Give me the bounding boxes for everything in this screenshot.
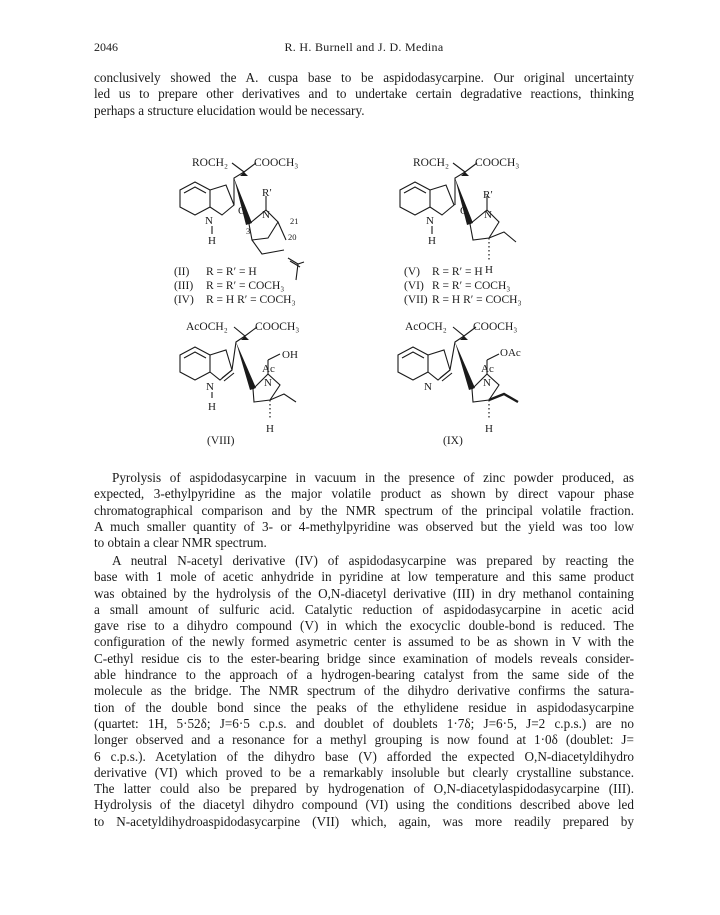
text-line: molecule as the bridge. The NMR spectrum of the dihydro derivative confirms the satura- [94,683,634,699]
text-line: Hydrolysis of the diacetyl dihydro compound (VI) using the conditions described above led [94,797,634,813]
text-line: to obtain a clear NMR spectrum. [94,535,267,551]
text-line: led us to prepare other derivatives and to undertake certain degradative reactions, thinking [94,86,634,102]
text-line: to N-acetyldihydroaspidodasycarpine (VII) which, again, was more readily prepared by [94,813,634,829]
compound-definition: R = R′ = COCH₃ [432,280,511,292]
compound-label: (II) [174,266,190,278]
nitrogen-atom-indole: N [424,381,432,393]
acetyl-paragraph [94,553,634,830]
text-line: base with 1 mole of acetic anhydride in pyridine at low temperature and this same product [94,569,634,585]
compound-label: (V) [404,266,420,278]
structure-bottom-right [398,321,521,447]
text-line: gave rise to a dihydro compound (V) in which the exocyclic double-bond is reduced. The [94,618,634,634]
compound-label: (VIII) [207,435,235,447]
text-line: perhaps a structure elucidation would be necessary. [94,102,365,118]
text-line: A much smaller quantity of 3- or 4-methylpyridine was observed but the yield was too low [94,518,634,534]
oxygen-atom: O [460,205,468,217]
text-line: longer observed and a resonance for a methyl grouping is now found at 1·0δ (doublet: J= [94,732,634,748]
position-number: 3 [246,226,251,236]
chemical-structures-figure [0,0,720,450]
hydroxyl-group: OH [282,349,298,361]
r-prime-label: R′ [262,187,272,199]
text-line: (quartet: 1H, 5·52δ; J=6·5 c.p.s. and doublet of doublets 1·7δ; J=6·5, J=2 c.p.s.) are no [94,715,634,731]
text-line: tion of the double bond since the peaks of the ethylidene residue in aspidodasycarpine [94,699,634,715]
substituent-cooch3: COOCH₃ [255,321,300,333]
text-line: a small amount of sulfuric acid. Catalytic reduction of aspidodasycarpine in acetic acid [94,601,634,617]
nitrogen-atom-ring: N [262,209,270,221]
nitrogen-atom-indole: N [205,215,213,227]
compound-label: (VI) [404,280,424,292]
running-head: R. H. Burnell and J. D. Medina [284,40,444,54]
compound-label: (IX) [443,435,463,447]
substituent-rocH2: ROCH₂ [192,157,228,169]
substituent-cooch3: COOCH₃ [473,321,518,333]
compound-label: (VII) [404,294,428,306]
text-line: chromatographical comparison and by the NMR spectrum of the principal volatile fraction. [94,502,634,518]
nitrogen-atom-ring: N [264,377,272,389]
page-number: 2046 [94,40,118,54]
compound-definition: R = H R′ = COCH₃ [206,294,296,306]
text-line: was obtained by the hydrolysis of the O,N-diacetyl derivative (III) in dry methanol containing [94,585,634,601]
structure-top-left [174,157,304,306]
text-line: conclusively showed the A. cuspa base to be aspidodasycarpine. Our original uncertainty [94,70,634,85]
acetyl-group: Ac [481,363,494,375]
position-number: 21 [290,216,299,226]
pyrolysis-paragraph [94,470,634,551]
compound-definition: R = H R′ = COCH₃ [432,294,522,306]
hydrogen-atom: H [208,401,216,413]
text-line: able hindrance to the approach of a hydrogen-bearing catalyst from the same side of the [94,667,634,683]
nitrogen-atom-ring: N [483,377,491,389]
oxygen-atom: O [238,205,246,217]
compound-definition: R = R′ = COCH₃ [206,280,285,292]
hydrogen-atom-c20: H [485,264,493,276]
substituent-acoch2: AcOCH₂ [405,321,447,333]
compound-label: (III) [174,280,194,292]
substituent-cooch3: COOCH₃ [475,157,520,169]
compound-definition: R = R′ = H [432,266,483,278]
text-line: A neutral N-acetyl derivative (IV) of aspidodasycarpine was prepared by reacting the [112,553,634,568]
nitrogen-atom-ring: N [484,209,492,221]
text-line: Pyrolysis of aspidodasycarpine in vacuum in the presence of zinc powder produced, as [112,470,634,485]
hydrogen-atom: H [208,235,216,247]
hydrogen-atom: H [428,235,436,247]
nitrogen-atom-indole: N [426,215,434,227]
text-line: configuration of the newly formed asymetric center is assumed to be as shown in V with the [94,634,634,650]
nitrogen-atom-indole: N [206,381,214,393]
hydrogen-atom-c20: H [485,423,493,435]
structure-top-right [400,157,521,306]
substituent-rocH2: ROCH₂ [413,157,449,169]
text-line: The latter could also be prepared by hydrogenation of O,N-diacetylaspidodasycarpine (III). [94,781,634,797]
text-line: C-ethyl residue cis to the ester-bearing bridge since examination of models reveals consider- [94,650,634,666]
position-number: 20 [288,232,297,242]
r-prime-label: R′ [483,189,493,201]
substituent-acoch2: AcOCH₂ [186,321,228,333]
text-line: expected, 3-ethylpyridine as the major volatile product as shown by direct vapour phase [94,486,634,502]
hydrogen-atom-c20: H [266,423,274,435]
compound-label: (IV) [174,294,194,306]
substituent-cooch3: COOCH₃ [254,157,299,169]
compound-definition: R = R′ = H [206,266,257,278]
text-line: 6 c.p.s.). Acetylation of the dihydro base (V) afforded the expected O,N-diacetyldihydro [94,748,634,764]
structure-bottom-left [180,321,299,447]
acetyl-group: Ac [262,363,275,375]
acetoxy-group: OAc [500,347,521,359]
text-line: derivative (VI) which proved to be a remarkably insoluble but clearly crystalline substance. [94,764,634,780]
